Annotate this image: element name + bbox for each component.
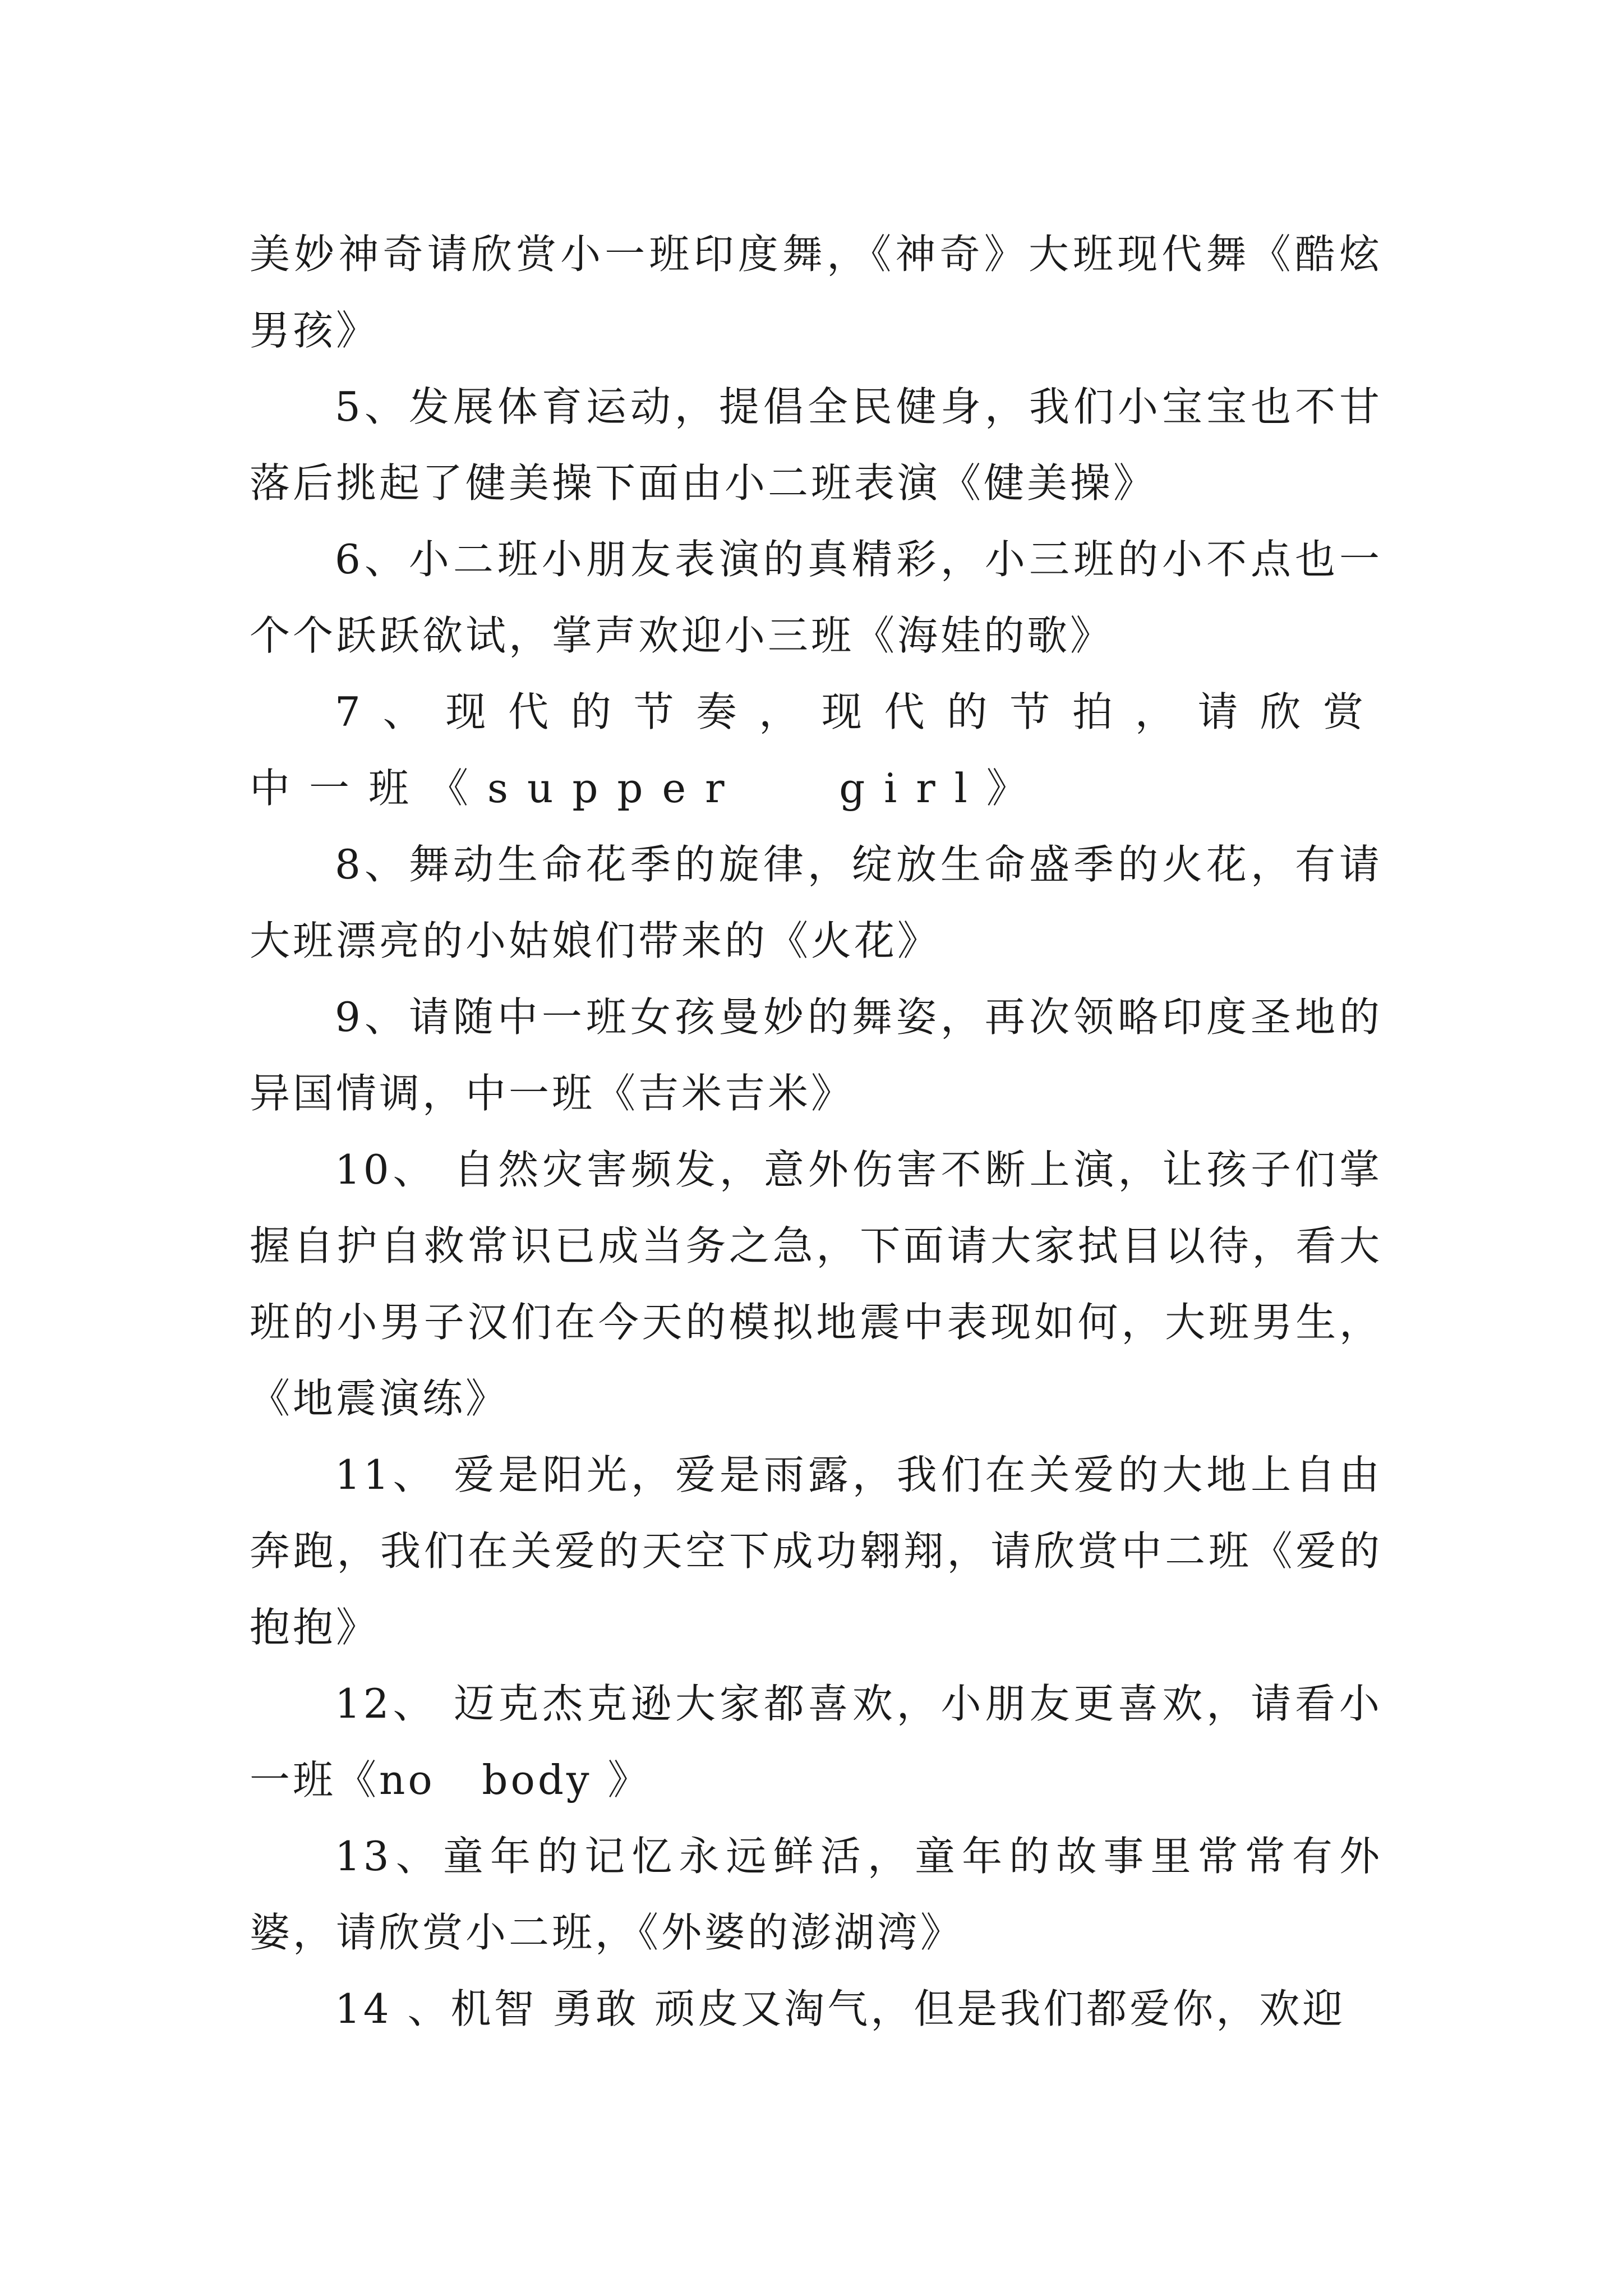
paragraph-4: 7、现代的节奏，现代的节拍，请欣赏中一班《supper girl》 [250,688,1382,812]
paragraph-3: 6、小二班小朋友表演的真精彩，小三班的小不点也一个个跃跃欲试，掌声欢迎小三班《海娃的歌》 [250,536,1382,659]
paragraph-11: 14 、机智 勇敢 顽皮又淘气，但是我们都爱你，欢迎 [335,1985,1346,2032]
paragraph-2: 5、发展体育运动，提倡全民健身，我们小宝宝也不甘落后挑起了健美操下面由小二班表演《健美操》 [250,383,1382,507]
paragraph-1: 美妙神奇请欣赏小一班印度舞，《神奇》大班现代舞《酷炫男孩》 [250,231,1382,354]
paragraph-8: 11、 爱是阳光，爱是雨露，我们在关爱的大地上自由奔跑，我们在关爱的天空下成功翱翔，请欣赏中二班《爱的抱抱》 [250,1451,1382,1651]
paragraph-6: 9、请随中一班女孩曼妙的舞姿，再次领略印度圣地的异国情调，中一班《吉米吉米》 [250,993,1382,1117]
paragraph-7: 10、 自然灾害频发，意外伤害不断上演，让孩子们掌握自护自救常识已成当务之急，下面请大家拭目以待，看大班的小男子汉们在今天的模拟地震中表现如何，大班男生，《地震演练》 [250,1146,1382,1422]
document-body [250,216,1382,2047]
paragraph-10: 13、童年的记忆永远鲜活，童年的故事里常常有外婆，请欣赏小二班，《外婆的澎湖湾》 [250,1833,1382,1956]
paragraph-9: 12、 迈克杰克逊大家都喜欢，小朋友更喜欢，请看小一班《no body 》 [250,1680,1382,1803]
paragraph-5: 8、舞动生命花季的旋律，绽放生命盛季的火花，有请大班漂亮的小姑娘们带来的《火花》 [250,841,1382,964]
